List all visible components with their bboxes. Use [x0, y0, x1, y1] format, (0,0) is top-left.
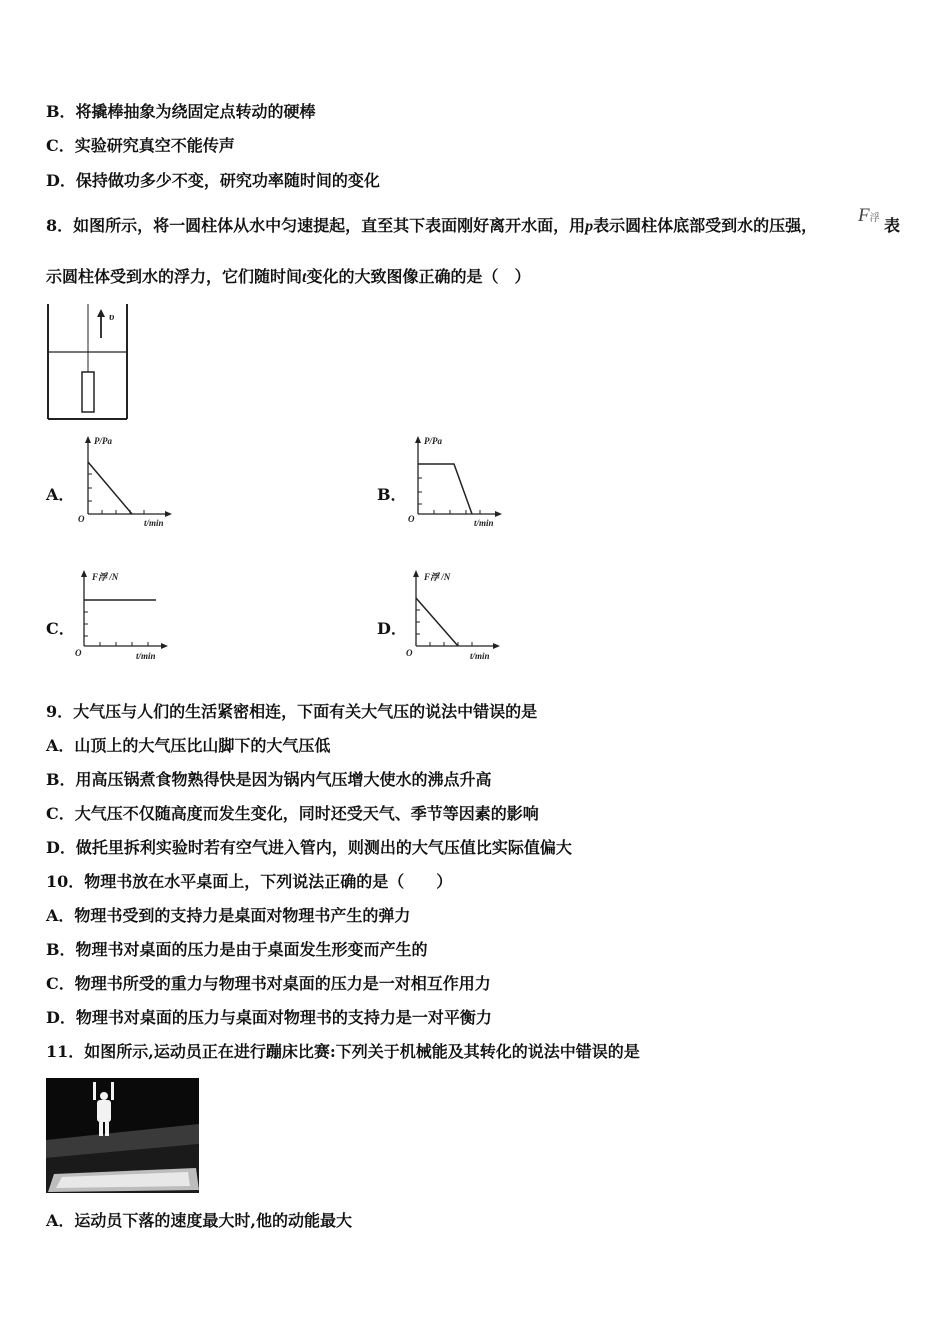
graph-c-origin: O [75, 648, 82, 658]
q8-stem-line2: 示圆柱体受到水的浮力，它们随时间t变化的大致图像正确的是（ ） [46, 267, 531, 286]
q9-stem: 9．大气压与人们的生活紧密相连，下面有关大气压的说法中错误的是 [46, 702, 538, 721]
q10-stem: 10．物理书放在水平桌面上，下列说法正确的是（ ） [46, 872, 453, 891]
graph-b-origin: O [408, 514, 415, 524]
buoyancy-symbol: F浮 [858, 205, 880, 226]
q10-option-a: A．物理书受到的支持力是桌面对物理书产生的弹力 [46, 906, 411, 925]
q10-option-d: D．物理书对桌面的压力与桌面对物理书的支持力是一对平衡力 [46, 1008, 492, 1027]
q11-option-a: A．运动员下落的速度最大时,他的动能最大 [46, 1211, 352, 1230]
time-symbol: t [302, 269, 307, 286]
q9-option-d: D．做托里拆利实验时若有空气进入管内，则测出的大气压值比实际值偏大 [46, 838, 572, 857]
q8-option-d-label: D． [377, 619, 407, 638]
q9-option-c: C．大气压不仅随高度而发生变化，同时还受天气、季节等因素的影响 [46, 804, 539, 823]
graph-c-ylabel: F浮 /N [92, 572, 119, 582]
graph-b-ylabel: P/Pa [424, 436, 442, 446]
graph-a-origin: O [78, 514, 85, 524]
velocity-label: υ [109, 311, 115, 323]
graph-c [74, 566, 174, 662]
q7-option-d: D．保持做功多少不变，研究功率随时间的变化 [46, 171, 380, 190]
q8-option-a-label: A． [46, 485, 75, 504]
q8-stem-line1: 8．如图所示，将一圆柱体从水中匀速提起，直至其下表面刚好离开水面，用p表示圆柱体底部受到水的压强， [46, 216, 818, 235]
q8-stem-line1-end: 表 [884, 216, 901, 235]
graph-d-origin: O [406, 648, 413, 658]
graph-d [404, 566, 504, 662]
q10-option-c: C．物理书所受的重力与物理书对桌面的压力是一对相互作用力 [46, 974, 491, 993]
q7-option-b: B．将撬棒抽象为绕固定点转动的硬棒 [46, 102, 316, 121]
graph-b-xlabel: t/min [474, 518, 494, 528]
q9-option-b: B．用高压锅煮食物熟得快是因为锅内气压增大使水的沸点升高 [46, 770, 492, 789]
q11-stem: 11．如图所示,运动员正在进行蹦床比赛:下列关于机械能及其转化的说法中错误的是 [46, 1042, 640, 1061]
q9-option-a: A．山顶上的大气压比山脚下的大气压低 [46, 736, 331, 755]
q8-option-c-label: C． [46, 619, 75, 638]
q8-option-b-label: B． [377, 485, 407, 504]
graph-b [404, 432, 504, 528]
graph-c-xlabel: t/min [136, 651, 156, 661]
graph-d-ylabel: F浮 /N [424, 572, 451, 582]
trampoline-photo [46, 1078, 199, 1193]
graph-a-xlabel: t/min [144, 518, 164, 528]
graph-d-xlabel: t/min [470, 651, 490, 661]
container-figure [46, 302, 130, 422]
graph-a [74, 432, 174, 528]
q7-option-c: C．实验研究真空不能传声 [46, 136, 235, 155]
pressure-symbol: p [585, 218, 594, 235]
graph-a-ylabel: P/Pa [94, 436, 112, 446]
q10-option-b: B．物理书对桌面的压力是由于桌面发生形变而产生的 [46, 940, 428, 959]
